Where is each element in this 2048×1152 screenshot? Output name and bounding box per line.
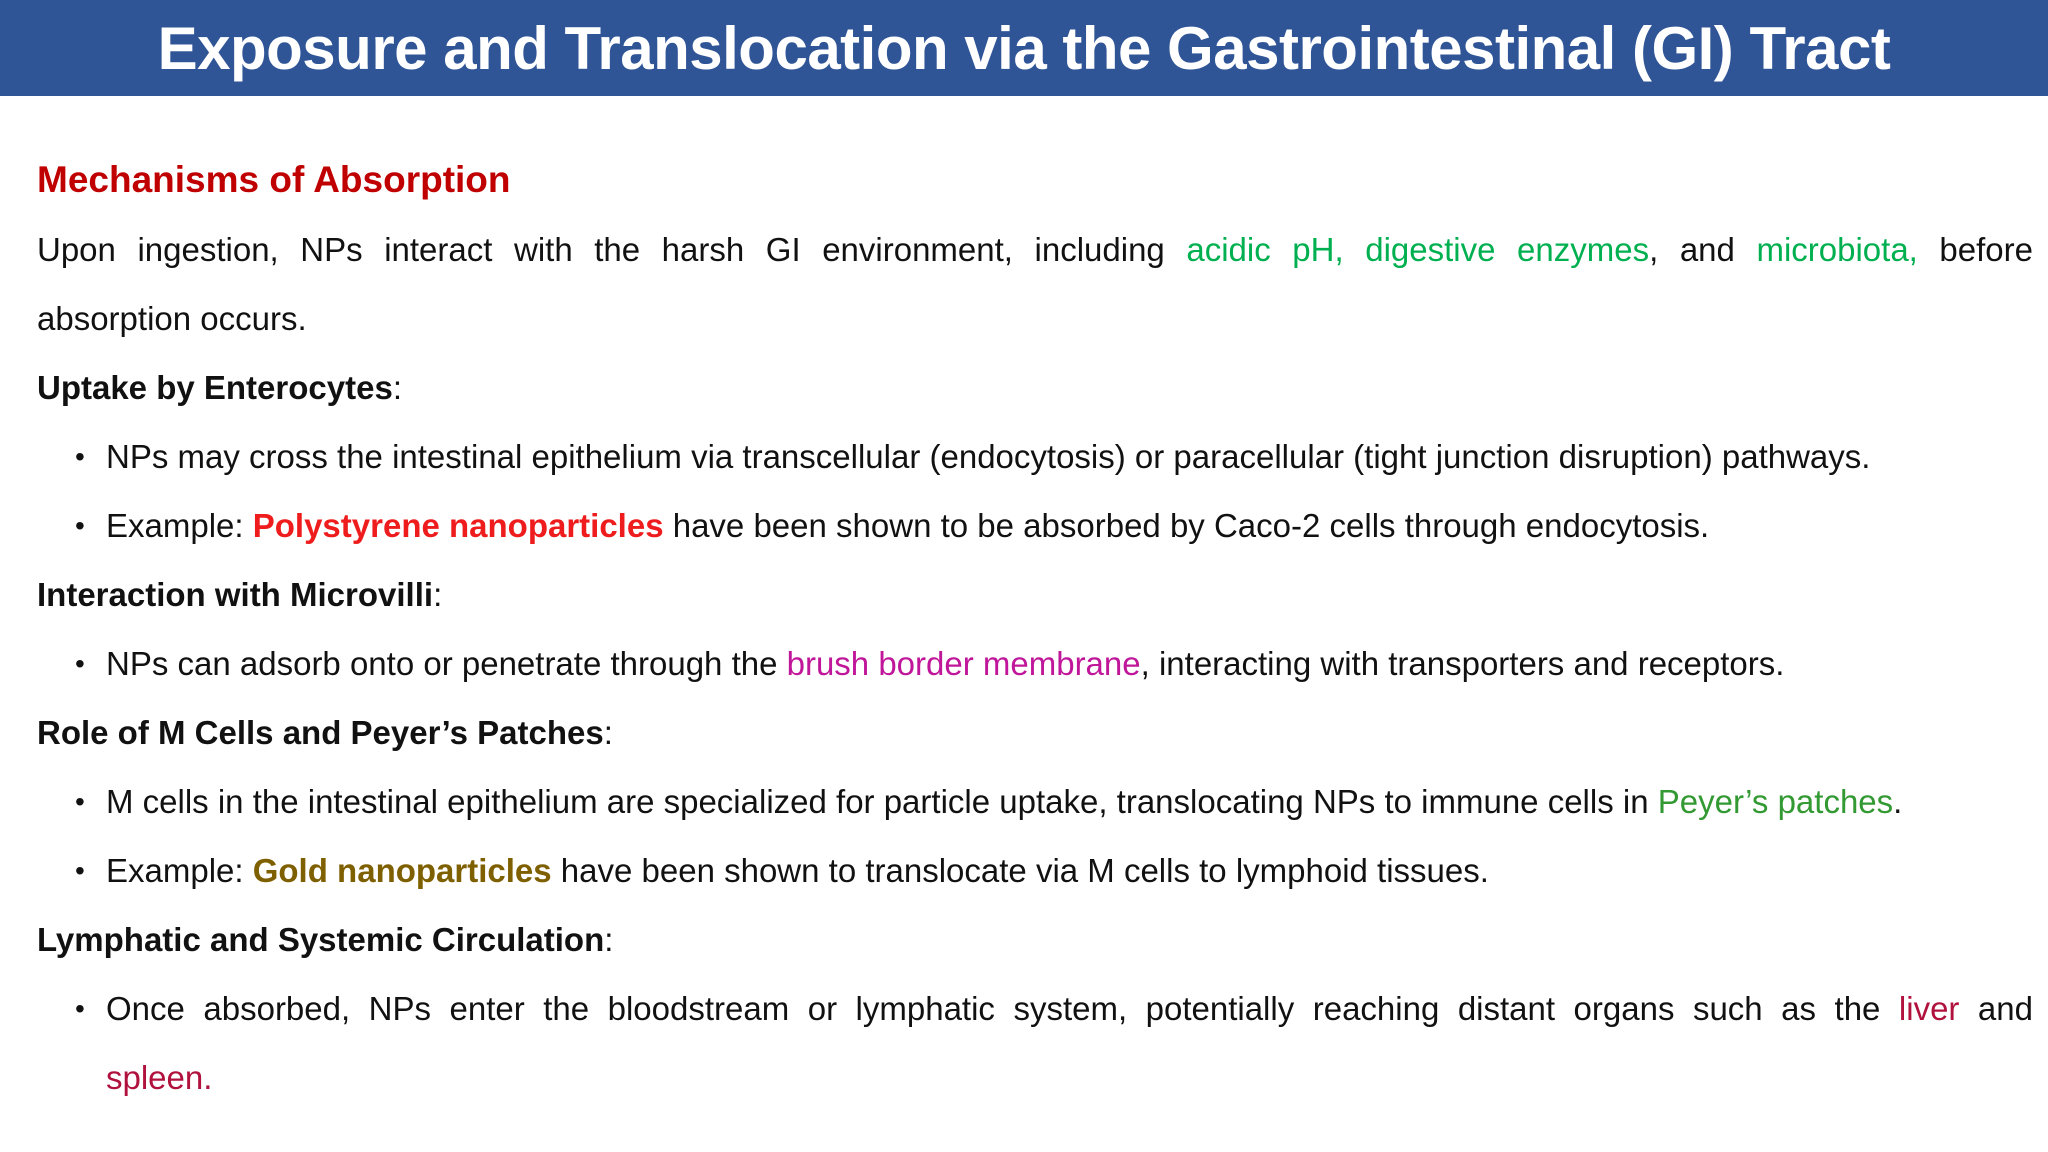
bullet-text: NPs may cross the intestinal epithelium via transcellular (endocytosis) or paracellular (tight junction disruption) pathways. [106,438,1871,475]
bullet-suffix: have been shown to translocate via M cells to lymphoid tissues. [551,852,1489,889]
bullet-prefix: M cells in the intestinal epithelium are specialized for particle uptake, translocating NPs to immune cells in [106,783,1658,820]
intro-text-2: , and [1649,231,1757,268]
bullet-suffix: . [1893,783,1903,820]
list-item [37,974,2033,1112]
intro-line-2: absorption occurs. [37,300,307,337]
highlight-gold-nanoparticles: Gold nanoparticles [252,852,552,889]
subheading-microvilli [37,560,2033,629]
intro-line-1 [37,215,2033,284]
intro-highlight-microbiota: microbiota, [1756,231,1918,268]
subheading-mcells-label: Role of M Cells and Peyer’s Patches [37,714,604,751]
bullet-icon: • [75,648,85,679]
highlight-polystyrene: Polystyrene nanoparticles [252,507,664,544]
slide-content [37,145,2033,1112]
bullet-suffix: have been shown to be absorbed by Caco-2 cells through endocytosis. [663,507,1710,544]
highlight-spleen: spleen. [106,1059,213,1096]
bullet-suffix: , interacting with transporters and receptors. [1140,645,1785,682]
bullet-icon: • [75,441,85,472]
highlight-peyers-patches: Peyer’s patches [1657,783,1894,820]
subheading-microvilli-label: Interaction with Microvilli [37,576,434,613]
highlight-brush-border: brush border membrane [786,645,1141,682]
bullet-icon: • [75,786,85,817]
intro-text-1: Upon ingestion, NPs interact with the harsh GI environment, including [37,231,1187,268]
subheading-enterocytes-label: Uptake by Enterocytes [37,369,393,406]
bullet-icon: • [75,993,85,1024]
subheading-colon: : [604,921,614,958]
bullet-line-1 [106,974,2033,1043]
subheading-colon: : [433,576,443,613]
subheading-circulation-label: Lymphatic and Systemic Circulation [37,921,605,958]
list-item [37,836,2033,905]
bullet-icon: • [75,510,85,541]
bullet-prefix: Example: [106,507,253,544]
intro-paragraph [37,215,2033,353]
list-item [37,767,2033,836]
bullet-prefix: Example: [106,852,253,889]
page-title: Exposure and Translocation via the Gastrointestinal (GI) Tract [157,14,1891,82]
list-item [37,422,2033,491]
bullet-icon: • [75,855,85,886]
bullet-mid: and [1959,990,2033,1027]
title-bar [0,0,2048,96]
list-item [37,491,2033,560]
subheading-mcells [37,698,2033,767]
highlight-liver: liver [1898,990,1960,1027]
bullet-prefix: NPs can adsorb onto or penetrate through the [106,645,787,682]
intro-highlight-enzymes: acidic pH, digestive enzymes [1186,231,1650,268]
subheading-colon: : [392,369,402,406]
subheading-colon: : [603,714,613,751]
section-heading: Mechanisms of Absorption [37,159,511,200]
subheading-circulation [37,905,2033,974]
list-item [37,629,2033,698]
subheading-enterocytes [37,353,2033,422]
bullet-prefix: Once absorbed, NPs enter the bloodstream or lymphatic system, potentially reaching distant organs such as the [106,990,1899,1027]
intro-text-3: before [1917,231,2033,268]
